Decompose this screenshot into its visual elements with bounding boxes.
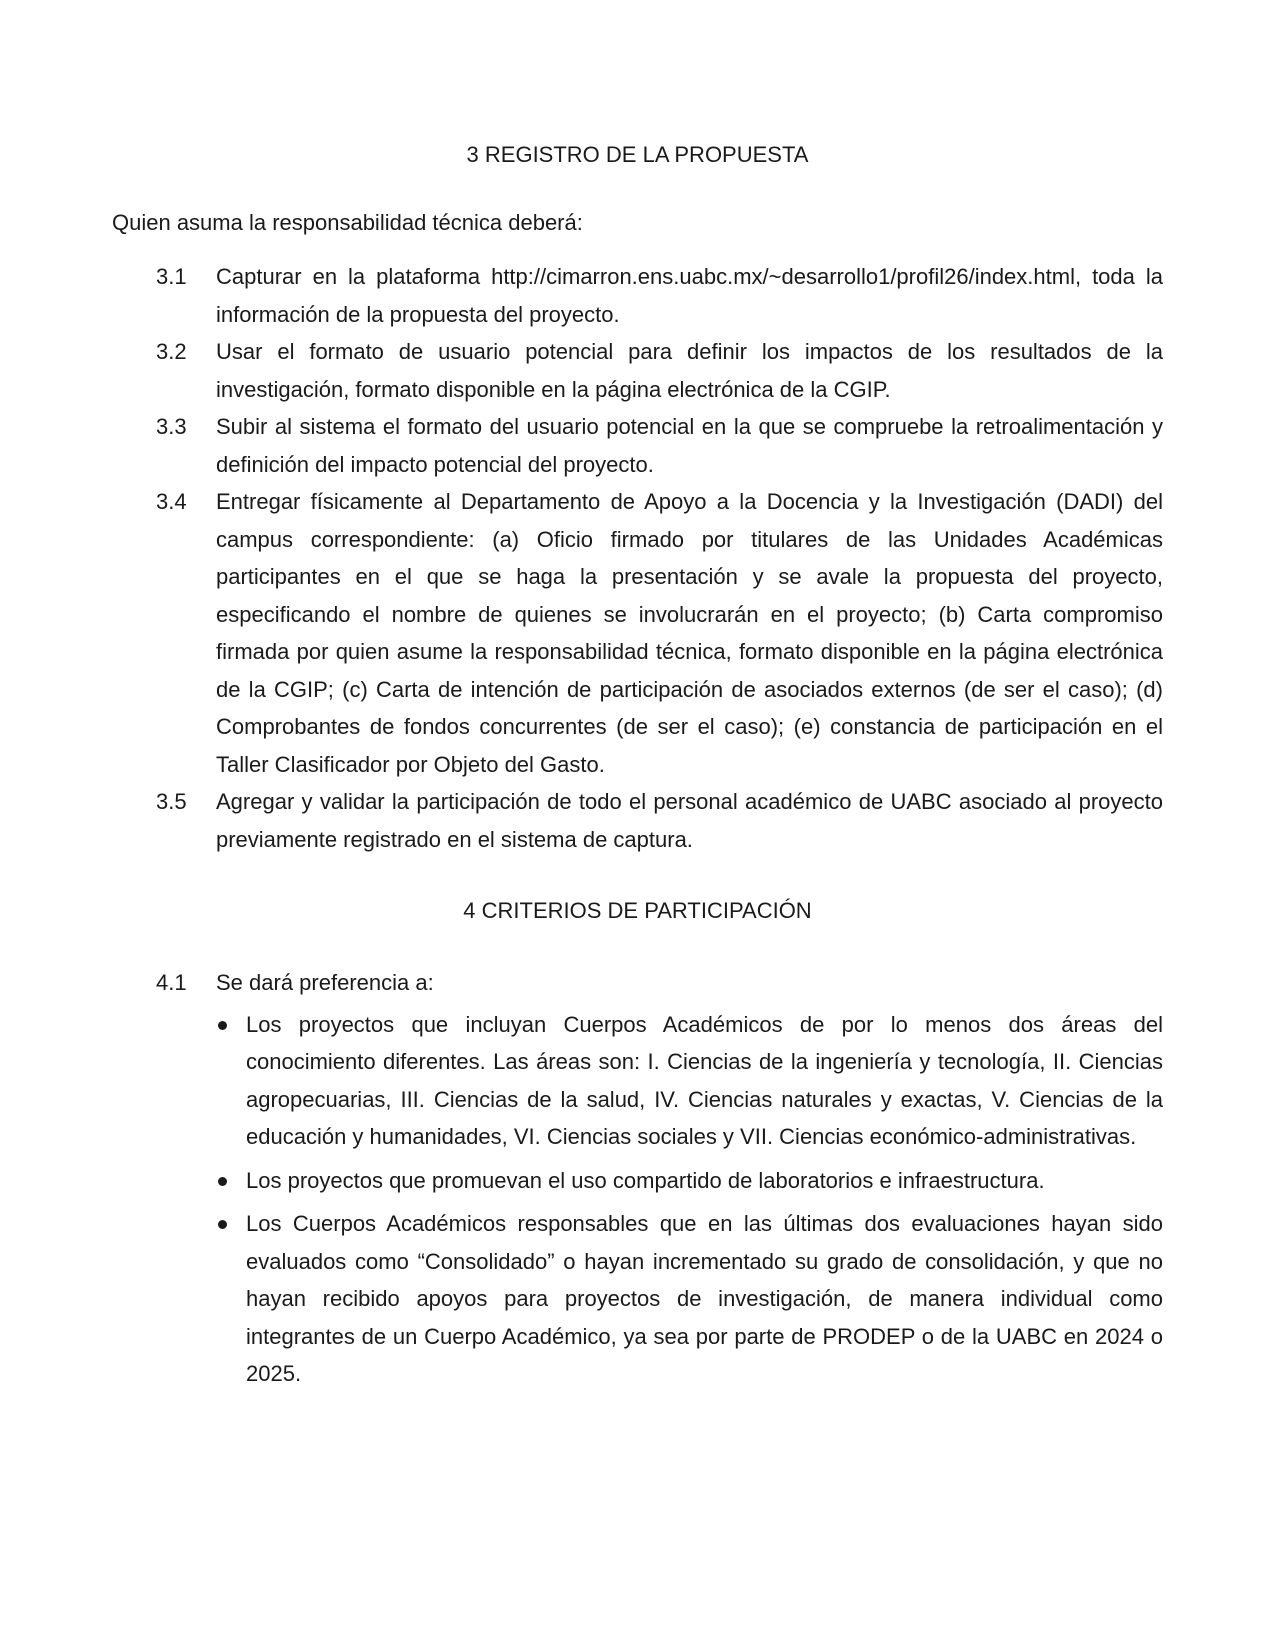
item-text: Entregar físicamente al Departamento de Apoyo a la Docencia y la Investigación (DADI) del campus correspondiente: (a) Oficio firmado por titulares de las Unidades Académicas participantes en el que se haga la presentación y se avale la propuesta del proyecto, especificando el nombre de quienes se involucrarán en el proyecto; (b) Carta compromiso firmada por quien asume la responsabilidad técnica, formato disponible en la página electrónica de la CGIP; (c) Carta de intención de participación de asociados externos (de ser el caso); (d) Comprobantes de fondos concurrentes (de ser el caso); (e) constancia de participación en el Taller Clasificador por Objeto del Gasto.: [216, 489, 1163, 777]
bullet-text: Los Cuerpos Académicos responsables que en las últimas dos evaluaciones hayan sido evaluados como “Consolidado” o hayan incrementado su grado de consolidación, y que no hayan recibido apoyos para proyectos de investigación, de manera individual como integrantes de un Cuerpo Académico, ya sea por parte de PRODEP o de la UABC en 2024 o 2025.: [246, 1211, 1163, 1386]
item-text: Agregar y validar la participación de todo el personal académico de UABC asociado al proyecto previamente registrado en el sistema de captura.: [216, 789, 1163, 852]
list-item-4-1: [112, 964, 1163, 1399]
list-item-3-5: [112, 783, 1163, 858]
item-number: 3.1: [156, 264, 187, 289]
list-item-3-4: [112, 483, 1163, 783]
bullet-item: [216, 1205, 1163, 1393]
bullet-list: [216, 1006, 1163, 1393]
item-text: Capturar en la plataforma http://cimarron.ens.uabc.mx/~desarrollo1/profil26/index.html, toda la información de la propuesta del proyecto.: [216, 264, 1163, 327]
list-item-3-2: [112, 333, 1163, 408]
bullet-dot-icon: [216, 1006, 246, 1156]
section-4-heading: 4 CRITERIOS DE PARTICIPACIÓN: [463, 898, 812, 923]
list-item-3-1: [112, 258, 1163, 333]
section-4-list: [112, 964, 1163, 1399]
section-3-list: [112, 258, 1163, 858]
bullet-item: [216, 1162, 1163, 1200]
item-number: 4.1: [156, 970, 187, 995]
item-number: 3.4: [156, 489, 187, 514]
item-text: Usar el formato de usuario potencial para definir los impactos de los resultados de la investigación, formato disponible en la página electrónica de la CGIP.: [216, 339, 1163, 402]
document-page: [112, 140, 1163, 1399]
bullet-text: Los proyectos que promuevan el uso compartido de laboratorios e infraestructura.: [246, 1167, 1045, 1193]
bullet-item: [216, 1006, 1163, 1156]
bullet-text: Los proyectos que incluyan Cuerpos Académicos de por lo menos dos áreas del conocimiento diferentes. Las áreas son: I. Ciencias de la ingeniería y tecnología, II. Ciencias agropecuarias, III. Ciencias de la salud, IV. Ciencias naturales y exactas, V. Ciencias de la educación y humanidades, VI. Ciencias sociales y VII. Ciencias económico-administrativas.: [246, 1011, 1163, 1149]
item-number: 3.5: [156, 789, 187, 814]
section-3-heading: 3 REGISTRO DE LA PROPUESTA: [466, 142, 809, 167]
bullet-dot-icon: [216, 1205, 246, 1393]
item-text: Se dará preferencia a:: [216, 970, 434, 995]
item-number: 3.2: [156, 339, 187, 364]
bullet-dot-icon: [216, 1162, 246, 1200]
section-3-intro: Quien asuma la responsabilidad técnica deberá:: [112, 210, 583, 235]
list-item-3-3: [112, 408, 1163, 483]
item-number: 3.3: [156, 414, 187, 439]
item-text: Subir al sistema el formato del usuario potencial en la que se compruebe la retroalimentación y definición del impacto potencial del proyecto.: [216, 414, 1163, 477]
